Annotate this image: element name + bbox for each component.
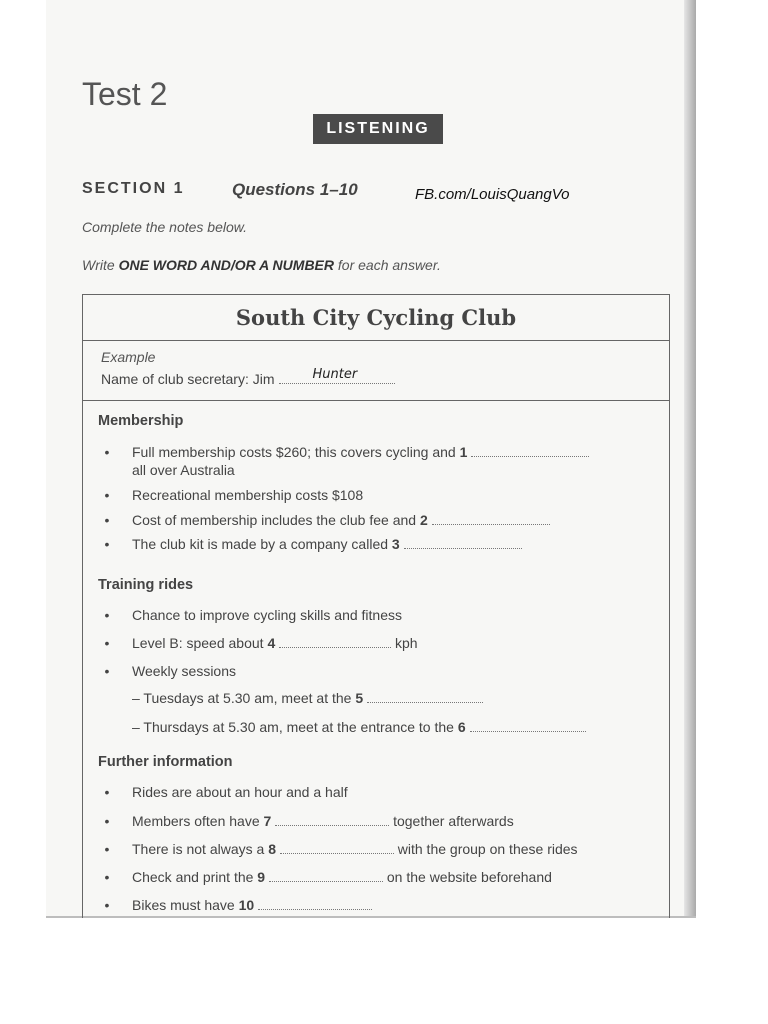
instruction-line-2: Write ONE WORD AND/OR A NUMBER for each answer. xyxy=(82,257,441,273)
answer-blank-6[interactable] xyxy=(470,721,586,732)
page-shadow-edge xyxy=(684,0,696,916)
page-bottom-margin xyxy=(0,918,768,1024)
question-number: 7 xyxy=(263,813,272,829)
answer-blank-5[interactable] xyxy=(367,692,483,703)
notes-title: South City Cycling Club xyxy=(83,295,669,341)
question-number: 1 xyxy=(459,444,468,460)
answer-blank-3[interactable] xyxy=(404,538,522,549)
answer-blank-1[interactable] xyxy=(471,446,589,457)
listening-banner: LISTENING xyxy=(313,114,443,144)
training-subitem-1: – Tuesdays at 5.30 am, meet at the 5 xyxy=(132,690,483,706)
watermark: FB.com/LouisQuangVo xyxy=(415,186,570,203)
example-line: Name of club secretary: Jim Hunter xyxy=(101,369,395,387)
question-number: 6 xyxy=(457,719,466,735)
question-number: 2 xyxy=(419,512,428,528)
question-number: 8 xyxy=(268,841,276,857)
questions-range: Questions 1–10 xyxy=(232,180,358,199)
instruction-emphasis: ONE WORD AND/OR A NUMBER xyxy=(118,257,334,273)
instruction-line-1: Complete the notes below. xyxy=(82,219,247,235)
answer-blank-2[interactable] xyxy=(432,514,550,525)
question-number: 3 xyxy=(391,536,400,552)
answer-blank-4[interactable] xyxy=(279,637,391,648)
question-number: 5 xyxy=(355,690,364,706)
example-answer: Hunter xyxy=(312,367,358,382)
example-label: Example xyxy=(101,349,156,365)
heading-training-rides: Training rides xyxy=(98,577,194,593)
answer-blank-9[interactable] xyxy=(269,871,383,882)
heading-membership: Membership xyxy=(98,413,184,429)
section-label: SECTION 1 xyxy=(82,180,185,197)
answer-blank-8[interactable] xyxy=(280,843,394,854)
question-number: 9 xyxy=(257,869,266,885)
question-number: 10 xyxy=(238,897,255,913)
notes-box: South City Cycling Club Example Name of club secretary: Jim Hunter Membership • Full membership costs $260; this covers cycling and 1 all over Australia • Recreational membership costs $108 • Cost of membership includes the club fee and 2 • The club kit is made by a company called 3 Training rides • Chance to improve cycling skills and fitness • Level B: speed about 4 kph • Weekly sessions – Tuesdays at 5.30 am, meet at the 5 – Thursdays at 5.30 am, meet at the entrance to the 6 Further information • Rides are about an hour and a half • Members often have 7 together afterwards • There is not always a 8 with the group on these rides • Check and print the 9 on the website beforehand • Bikes must have 10 xyxy=(82,294,670,934)
answer-blank-7[interactable] xyxy=(275,815,389,826)
heading-further-information: Further information xyxy=(98,754,233,770)
test-title: Test 2 xyxy=(82,76,168,112)
training-subitem-2: – Thursdays at 5.30 am, meet at the entrance to the 6 xyxy=(132,719,586,735)
question-number: 4 xyxy=(267,635,276,651)
example-section xyxy=(83,341,669,401)
answer-blank-10[interactable] xyxy=(258,899,372,910)
